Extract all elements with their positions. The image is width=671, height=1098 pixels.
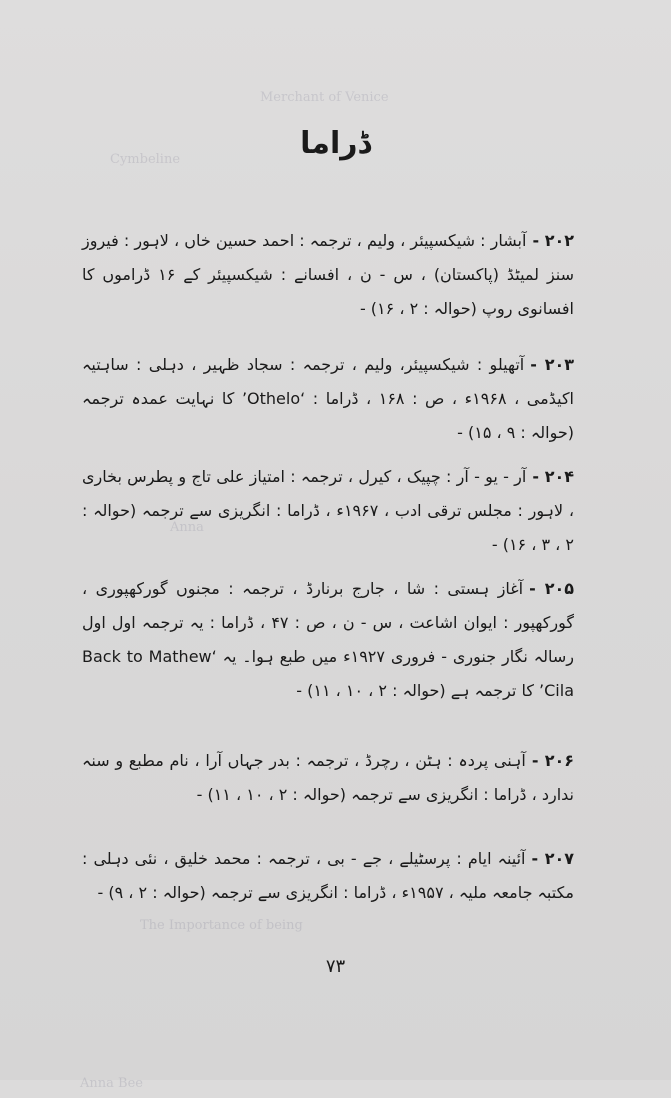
show-through-text [80,40,620,1098]
entry-text: آر - یو - آر : چپیک ، کیرل ، ترجمہ : امتیاز علی تاج و پطرس بخاری ، لاہور : مجلس ترقی ادب ، ۱۹۶۷ء ، ڈراما : انگریزی سے ترجمہ (حوالہ : ۲ ، ۳ ، ۱۶) - [82,467,574,554]
entry-number: ۲۰۲ - [532,231,575,250]
bleed-line: Cymbeline [110,152,181,167]
entry-text: آہنی پردہ : ہٹن ، رچرڈ ، ترجمہ : بدر جہاں آرا ، نام مطبع و سنہ ندارد ، ڈراما : انگریزی سے ترجمہ (حوالہ : ۲ ، ۱۰ ، ۱۱) - [82,751,574,804]
entry-207 [82,842,574,910]
bleed-line: Anna Bee [80,1076,143,1091]
bleed-line: Anna [170,520,204,535]
section-heading: ڈراما [300,126,371,161]
entry-text: آتھیلو : شیکسپیئر، ولیم ، ترجمہ : سجاد ظہیر ، دہلی : ساہتیہ اکیڈمی ، ۱۹۶۸ء ، ص : ۱۶۸ ، ڈراما : ‘Othelo’ کا نہایت عمدہ ترجمہ (حوالہ : ۹ ، ۱۵) - [82,355,574,442]
bleed-line: The Importance of being [140,918,303,933]
entry-206 [82,744,574,812]
entry-number: ۲۰۷ - [531,849,574,868]
entry-text: آبشار : شیکسپیئر ، ولیم ، ترجمہ : احمد حسین خاں ، لاہور : فیروز سنز لمیٹڈ (پاکستان) ، س - ن ، افسانے : شیکسپیئر کے ۱۶ ڈراموں کا افسانوی روپ (حوالہ : ۲ ، ۱۶) - [82,231,575,318]
entry-text: آئینہ ایام : پرسٹیلے ، جے - بی ، ترجمہ : محمد خلیق ، نئی دہلی : مکتبہ جامعہ ملیہ ، ۱۹۵۷ء ، ڈراما : انگریزی سے ترجمہ (حوالہ : ۲ ، ۹) - [82,849,574,902]
page-number: ۷۳ [325,956,346,977]
bleed-line: Merchant of Venice [260,90,389,105]
entry-text: آغاز ہستی : شا ، جارج برنارڈ ، ترجمہ : مجنوں گورکھپوری ، گورکھپور : ایوان اشاعت ، س - ن ، ص : ۴۷ ، ڈراما : یہ ترجمہ اول اول رسالہ نگار جنوری - فروری ۱۹۲۷ء میں طبع ہوا۔ یہ ‘Back to Mathew Cila’ کا ترجمہ ہے (حوالہ : ۲ ، ۱۰ ، ۱۱) - [82,579,575,700]
entry-number: ۲۰۵ - [529,579,574,598]
entry-number: ۲۰۶ - [531,751,574,770]
entry-205 [82,572,574,708]
entry-number: ۲۰۴ - [532,467,575,486]
entry-204 [82,460,574,562]
entry-203 [82,348,574,450]
entry-202 [82,224,574,326]
entry-number: ۲۰۳ - [530,355,574,374]
